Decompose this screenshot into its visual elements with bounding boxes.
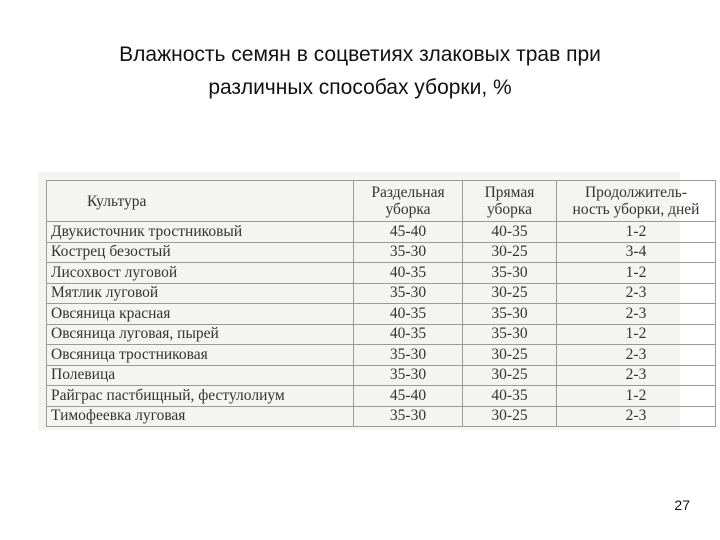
table-body (47, 222, 716, 427)
harvest-moisture-table (46, 180, 716, 427)
table-row (47, 283, 716, 304)
title-line-1: Влажность семян в соцветиях злаковых трав при (119, 43, 601, 66)
slide-title (0, 38, 720, 104)
crop-cell: Кострец безостый (47, 242, 354, 263)
crop-cell: Овсяница луговая, пырей (47, 324, 354, 345)
separate-harvest-cell: 35-30 (354, 242, 463, 263)
separate-harvest-cell: 40-35 (354, 304, 463, 325)
duration-cell: 2-3 (557, 345, 716, 366)
crop-cell: Овсяница тростниковая (47, 345, 354, 366)
header-duration-line-2: ность уборки, дней (572, 201, 700, 218)
table-row (47, 242, 716, 263)
header-direct-line-1: Прямая (484, 184, 535, 201)
table-row (47, 263, 716, 284)
duration-cell: 1-2 (557, 324, 716, 345)
duration-cell: 2-3 (557, 283, 716, 304)
header-direct-line-2: уборка (486, 201, 533, 218)
direct-harvest-cell: 40-35 (463, 386, 557, 407)
crop-cell: Райграс пастбищный, фестулолиум (47, 386, 354, 407)
direct-harvest-cell: 30-25 (463, 283, 557, 304)
duration-cell: 1-2 (557, 386, 716, 407)
crop-cell: Овсяница красная (47, 304, 354, 325)
direct-harvest-cell: 30-25 (463, 345, 557, 366)
duration-cell: 2-3 (557, 304, 716, 325)
separate-harvest-cell: 35-30 (354, 283, 463, 304)
header-crop-label: Культура (87, 192, 147, 210)
duration-cell: 2-3 (557, 406, 716, 427)
table-row (47, 365, 716, 386)
separate-harvest-cell: 35-30 (354, 406, 463, 427)
crop-cell: Мятлик луговой (47, 283, 354, 304)
direct-harvest-cell: 35-30 (463, 263, 557, 284)
crop-cell: Тимофеевка луговая (47, 406, 354, 427)
header-direct-harvest (463, 181, 557, 222)
direct-harvest-cell: 30-25 (463, 242, 557, 263)
duration-cell: 3-4 (557, 242, 716, 263)
separate-harvest-cell: 40-35 (354, 263, 463, 284)
header-separate-harvest (354, 181, 463, 222)
duration-cell: 2-3 (557, 365, 716, 386)
direct-harvest-cell: 35-30 (463, 304, 557, 325)
separate-harvest-cell: 35-30 (354, 345, 463, 366)
duration-cell: 1-2 (557, 263, 716, 284)
page-number: 27 (674, 497, 690, 513)
separate-harvest-cell: 40-35 (354, 324, 463, 345)
separate-harvest-cell: 35-30 (354, 365, 463, 386)
direct-harvest-cell: 30-25 (463, 365, 557, 386)
table-row (47, 345, 716, 366)
table-row (47, 406, 716, 427)
header-crop (47, 181, 354, 222)
duration-cell: 1-2 (557, 222, 716, 243)
crop-cell: Лисохвост луговой (47, 263, 354, 284)
table-row (47, 324, 716, 345)
direct-harvest-cell: 35-30 (463, 324, 557, 345)
header-separate-line-2: уборка (385, 201, 431, 218)
separate-harvest-cell: 45-40 (354, 222, 463, 243)
direct-harvest-cell: 30-25 (463, 406, 557, 427)
table-row (47, 304, 716, 325)
crop-cell: Полевица (47, 365, 354, 386)
table-row (47, 222, 716, 243)
table-row (47, 386, 716, 407)
separate-harvest-cell: 45-40 (354, 386, 463, 407)
direct-harvest-cell: 40-35 (463, 222, 557, 243)
title-line-2: различных способах уборки, % (208, 76, 512, 99)
table-header-row (47, 181, 716, 222)
header-duration (557, 181, 716, 222)
header-duration-line-1: Продолжитель- (584, 184, 688, 201)
header-separate-line-1: Раздельная (371, 184, 445, 201)
crop-cell: Двукисточник тростниковый (47, 222, 354, 243)
